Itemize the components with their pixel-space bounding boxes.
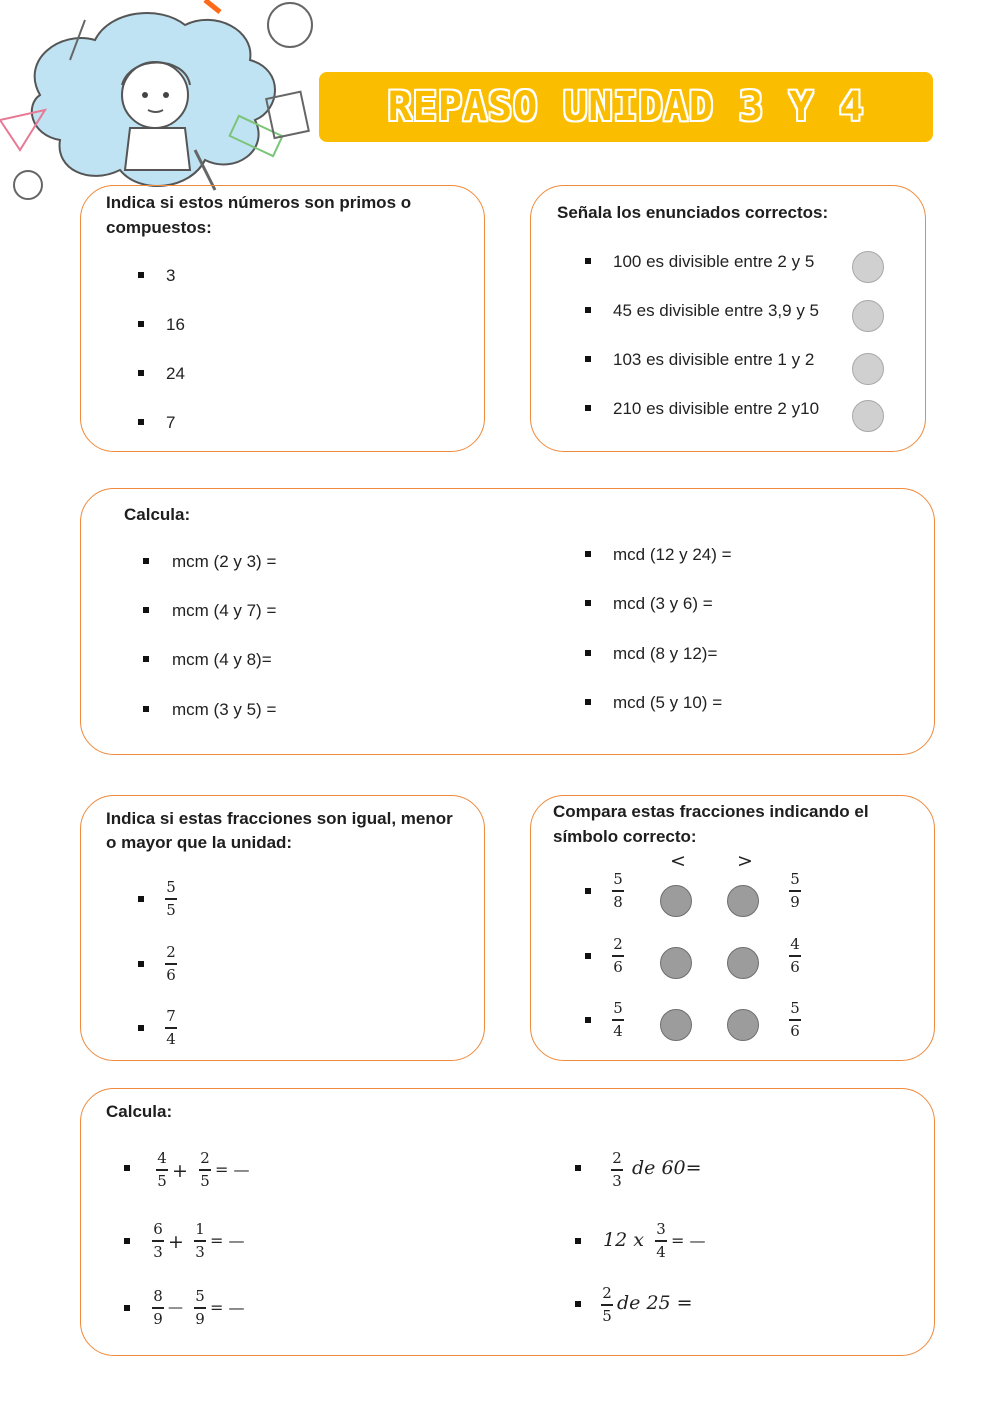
prime-item: 7	[166, 413, 176, 432]
fraction: 4 5	[157, 1149, 167, 1190]
bullet-icon	[138, 321, 144, 327]
fraction: 2 5	[200, 1149, 210, 1190]
fraction: 7 4	[166, 1007, 176, 1048]
divisibility-item: 210 es divisible entre 2 y10	[613, 399, 820, 418]
less-radio[interactable]	[660, 885, 692, 917]
fraction: 5 4	[613, 999, 623, 1040]
greater-radio[interactable]	[727, 947, 759, 979]
title-banner	[319, 72, 933, 142]
radio-option[interactable]	[852, 400, 884, 432]
answer-blank: = —	[210, 1298, 245, 1317]
mcm-mcd-heading: Calcula:	[124, 505, 191, 524]
bullet-icon	[143, 706, 149, 712]
fraction: 5 6	[790, 999, 800, 1040]
bullet-icon	[575, 1238, 581, 1244]
bullet-icon	[138, 370, 144, 376]
greater-radio[interactable]	[727, 885, 759, 917]
prime-item: 3	[166, 266, 176, 285]
bullet-icon	[138, 272, 144, 278]
expression-suffix: de 60=	[632, 1157, 702, 1179]
bullet-icon	[585, 699, 591, 705]
mcd-item: mcd (3 y 6) =	[613, 594, 713, 613]
expression-prefix: 12 x	[603, 1229, 644, 1251]
bullet-icon	[585, 258, 591, 264]
fraction: 5 8	[613, 870, 623, 911]
fraction: 4 6	[790, 935, 800, 976]
bullet-icon	[585, 953, 591, 959]
page-title: REPASO UNIDAD 3 Y 4	[387, 84, 865, 130]
bullet-icon	[143, 656, 149, 662]
bullet-icon	[575, 1165, 581, 1171]
fraction-operations-box	[80, 1088, 935, 1356]
mcm-item: mcm (2 y 3) =	[172, 552, 277, 571]
radio-option[interactable]	[852, 251, 884, 283]
unit-compare-heading-line1: Indica si estas fracciones son igual, menor	[106, 809, 453, 828]
operator: —	[168, 1298, 183, 1316]
bullet-icon	[138, 1025, 144, 1031]
answer-blank: = —	[671, 1231, 706, 1250]
fraction: 1 3	[195, 1220, 205, 1261]
operator: +	[172, 1160, 188, 1182]
bullet-icon	[124, 1165, 130, 1171]
greater-radio[interactable]	[727, 1009, 759, 1041]
divisibility-item: 103 es divisible entre 1 y 2	[613, 350, 815, 369]
fraction: 8 9	[153, 1287, 163, 1328]
bullet-icon	[585, 405, 591, 411]
bullet-icon	[585, 650, 591, 656]
fraction-operations-heading: Calcula:	[106, 1102, 173, 1121]
divisibility-heading: Señala los enunciados correctos:	[557, 203, 829, 222]
less-than-symbol: <	[670, 850, 686, 872]
primes-heading-line2: compuestos:	[106, 218, 212, 237]
bullet-icon	[138, 896, 144, 902]
operator: +	[168, 1231, 184, 1253]
primes-heading-line1: Indica si estos números son primos o	[106, 193, 412, 212]
fraction: 2 3	[612, 1149, 622, 1190]
fraction: 2 6	[613, 935, 623, 976]
fraction: 6 3	[153, 1220, 163, 1261]
mcm-item: mcm (3 y 5) =	[172, 700, 277, 719]
radio-option[interactable]	[852, 300, 884, 332]
divisibility-item: 45 es divisible entre 3,9 y 5	[613, 301, 820, 320]
bullet-icon	[585, 888, 591, 894]
unit-compare-heading-line2: o mayor que la unidad:	[106, 833, 293, 852]
bullet-icon	[575, 1301, 581, 1307]
fraction-compare-heading-line2: símbolo correcto:	[553, 827, 697, 846]
prime-item: 24	[166, 364, 185, 383]
mcd-item: mcd (8 y 12)=	[613, 644, 718, 663]
bullet-icon	[585, 356, 591, 362]
bullet-icon	[585, 600, 591, 606]
bullet-icon	[138, 419, 144, 425]
radio-option[interactable]	[852, 353, 884, 385]
fraction: 5 9	[195, 1287, 205, 1328]
divisibility-item: 100 es divisible entre 2 y 5	[613, 252, 815, 271]
bullet-icon	[585, 551, 591, 557]
bullet-icon	[585, 307, 591, 313]
expression-suffix: de 25 =	[617, 1292, 693, 1314]
mcm-item: mcm (4 y 7) =	[172, 601, 277, 620]
bullet-icon	[124, 1238, 130, 1244]
less-radio[interactable]	[660, 1009, 692, 1041]
answer-blank: = —	[210, 1231, 245, 1250]
fraction: 3 4	[656, 1220, 666, 1261]
mcd-item: mcd (5 y 10) =	[613, 693, 723, 712]
fraction: 2 5	[602, 1284, 612, 1325]
bullet-icon	[143, 607, 149, 613]
bullet-icon	[124, 1305, 130, 1311]
less-radio[interactable]	[660, 947, 692, 979]
bullet-icon	[138, 961, 144, 967]
bullet-icon	[585, 1017, 591, 1023]
answer-blank: = —	[215, 1160, 250, 1179]
fraction: 5 5	[166, 878, 176, 919]
mcm-item: mcm (4 y 8)=	[172, 650, 272, 669]
fraction: 2 6	[166, 943, 176, 984]
fraction: 5 9	[790, 870, 800, 911]
greater-than-symbol: >	[737, 850, 753, 872]
fraction-compare-heading-line1: Compara estas fracciones indicando el	[553, 802, 869, 821]
prime-item: 16	[166, 315, 185, 334]
bullet-icon	[143, 558, 149, 564]
doodle-illustration	[0, 0, 345, 215]
mcd-item: mcd (12 y 24) =	[613, 545, 732, 564]
